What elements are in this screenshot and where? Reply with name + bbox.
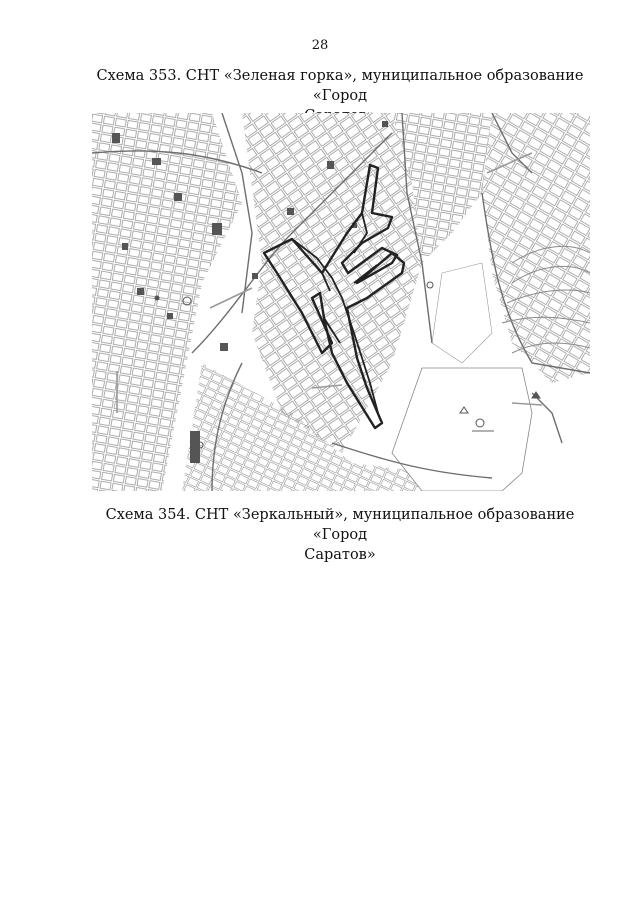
figure-354-caption	[80, 505, 600, 565]
figure-354-caption-line1: Схема 354. СНТ «Зеркальный», муниципальное образование «Город	[105, 507, 575, 543]
map-figure-353	[92, 113, 590, 491]
cadastral-map-snt-zelenaya-gorka	[92, 113, 590, 491]
figure-354-caption-line2: Саратов»	[304, 547, 376, 563]
page-number: 28	[311, 38, 329, 53]
figure-353-caption-line1: Схема 353. СНТ «Зеленая горка», муниципальное образование «Город	[96, 68, 584, 104]
